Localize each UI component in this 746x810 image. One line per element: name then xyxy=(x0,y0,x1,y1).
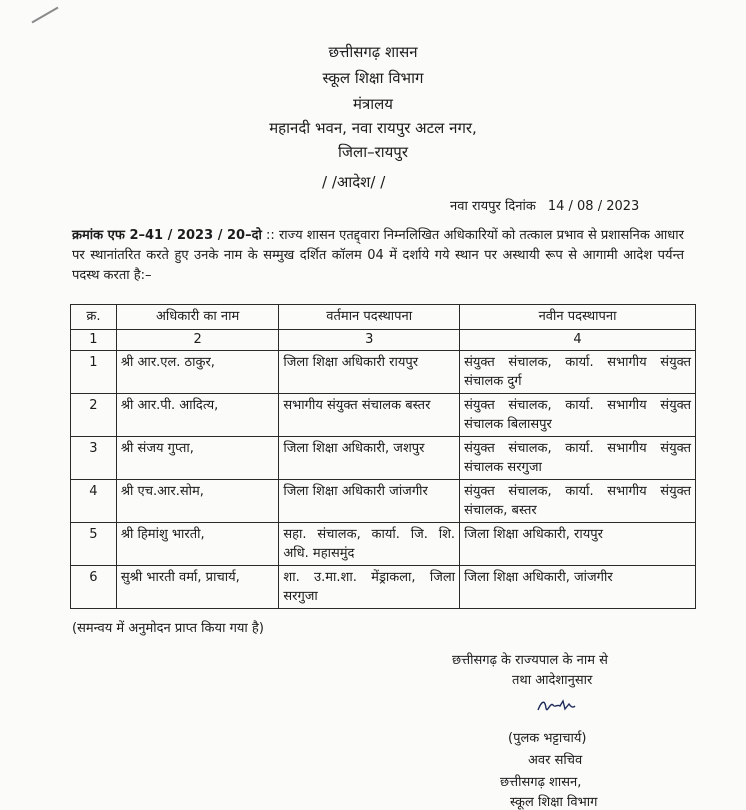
row-current-posting: सहा. संचालक, कार्या. जि. शि. अधि. महासमुंद xyxy=(279,523,460,566)
column-number: 2 xyxy=(116,330,279,351)
date-label: नवा रायपुर दिनांक xyxy=(450,199,536,214)
header-district: जिला–रायपुर xyxy=(338,143,408,161)
signature-icon xyxy=(536,696,576,716)
header-government: छत्तीसगढ़ शासन xyxy=(328,43,418,61)
table-row xyxy=(71,523,696,566)
row-current-posting: जिला शिक्षा अधिकारी रायपुर xyxy=(279,351,460,394)
table-row xyxy=(71,566,696,609)
posting-table xyxy=(70,304,696,609)
row-current-posting: सभागीय संयुक्त संचालक बस्तर xyxy=(279,394,460,437)
header-address: महानदी भवन, नवा रायपुर अटल नगर, xyxy=(269,119,477,137)
row-current-posting: जिला शिक्षा अधिकारी, जशपुर xyxy=(279,437,460,480)
row-sno: 4 xyxy=(71,480,117,523)
date-line xyxy=(450,196,639,214)
row-current-posting: शा. उ.मा.शा. मेंड्राकला, जिला सरगुजा xyxy=(279,566,460,609)
row-new-posting: संयुक्त संचालक, कार्या. सभागीय संयुक्त संचालक सरगुजा xyxy=(460,437,696,480)
row-sno: 1 xyxy=(71,351,117,394)
signatory-name: (पुलक भट्टाचार्य) xyxy=(508,731,587,746)
row-officer-name: श्री आर.एल. ठाकुर, xyxy=(116,351,279,394)
row-new-posting: जिला शिक्षा अधिकारी, रायपुर xyxy=(460,523,696,566)
header-current-posting: वर्तमान पदस्थापना xyxy=(279,305,460,330)
column-number-row xyxy=(71,330,696,351)
column-number: 1 xyxy=(71,330,117,351)
approval-note: (समन्वय में अनुमोदन प्राप्त किया गया है) xyxy=(72,621,264,636)
table-row xyxy=(71,480,696,523)
signatory-department: स्कूल शिक्षा विभाग xyxy=(510,795,598,810)
row-current-posting: जिला शिक्षा अधिकारी जांजगीर xyxy=(279,480,460,523)
row-new-posting: संयुक्त संचालक, कार्या. सभागीय संयुक्त संचालक दुर्ग xyxy=(460,351,696,394)
row-officer-name: श्री संजय गुप्ता, xyxy=(116,437,279,480)
signatory-designation: अवर सचिव xyxy=(528,753,583,768)
row-sno: 5 xyxy=(71,523,117,566)
governor-line: छत्तीसगढ़ के राज्यपाल के नाम से xyxy=(452,653,608,668)
paragraph-text: :: राज्य शासन एतद्द्वारा निम्नलिखित अधिकारियों को तत्काल प्रभाव से प्रशासनिक आधार पर स्थानांतरित करते हुए उनके नाम के सम्मुख दर्शित कॉलम 04 में दर्शाये गये स्थान पर अस्थायी रूप से आगामी आदेश पर्यन्त पदस्थ करता है:– xyxy=(72,228,684,283)
row-officer-name: श्री हिमांशु भारती, xyxy=(116,523,279,566)
row-officer-name: श्री आर.पी. आदित्य, xyxy=(116,394,279,437)
table-row xyxy=(71,437,696,480)
column-number: 3 xyxy=(279,330,460,351)
order-paragraph xyxy=(72,226,684,286)
header-new-posting: नवीन पदस्थापना xyxy=(460,305,696,330)
signatory-organization: छत्तीसगढ़ शासन, xyxy=(500,775,582,790)
header-sno: क्र. xyxy=(71,305,117,330)
order-title: / /आदेश/ / xyxy=(322,173,386,191)
date-value: 14 / 08 / 2023 xyxy=(547,199,640,214)
order-authority-line: तथा आदेशानुसार xyxy=(512,673,593,688)
header-ministry: मंत्रालय xyxy=(352,95,393,113)
reference-number: क्रमांक एफ 2–41 / 2023 / 20–दो xyxy=(72,228,262,243)
column-number: 4 xyxy=(460,330,696,351)
pen-mark xyxy=(32,7,59,24)
row-new-posting: संयुक्त संचालक, कार्या. सभागीय संयुक्त संचालक बिलासपुर xyxy=(460,394,696,437)
row-sno: 2 xyxy=(71,394,117,437)
row-sno: 6 xyxy=(71,566,117,609)
table-row xyxy=(71,351,696,394)
table-row xyxy=(71,394,696,437)
header-officer-name: अधिकारी का नाम xyxy=(116,305,279,330)
row-new-posting: जिला शिक्षा अधिकारी, जांजगीर xyxy=(460,566,696,609)
row-officer-name: सुश्री भारती वर्मा, प्राचार्य, xyxy=(116,566,279,609)
table-header-row xyxy=(71,305,696,330)
row-new-posting: संयुक्त संचालक, कार्या. सभागीय संयुक्त संचालक, बस्तर xyxy=(460,480,696,523)
header-department: स्कूल शिक्षा विभाग xyxy=(322,69,424,87)
row-sno: 3 xyxy=(71,437,117,480)
row-officer-name: श्री एच.आर.सोम, xyxy=(116,480,279,523)
